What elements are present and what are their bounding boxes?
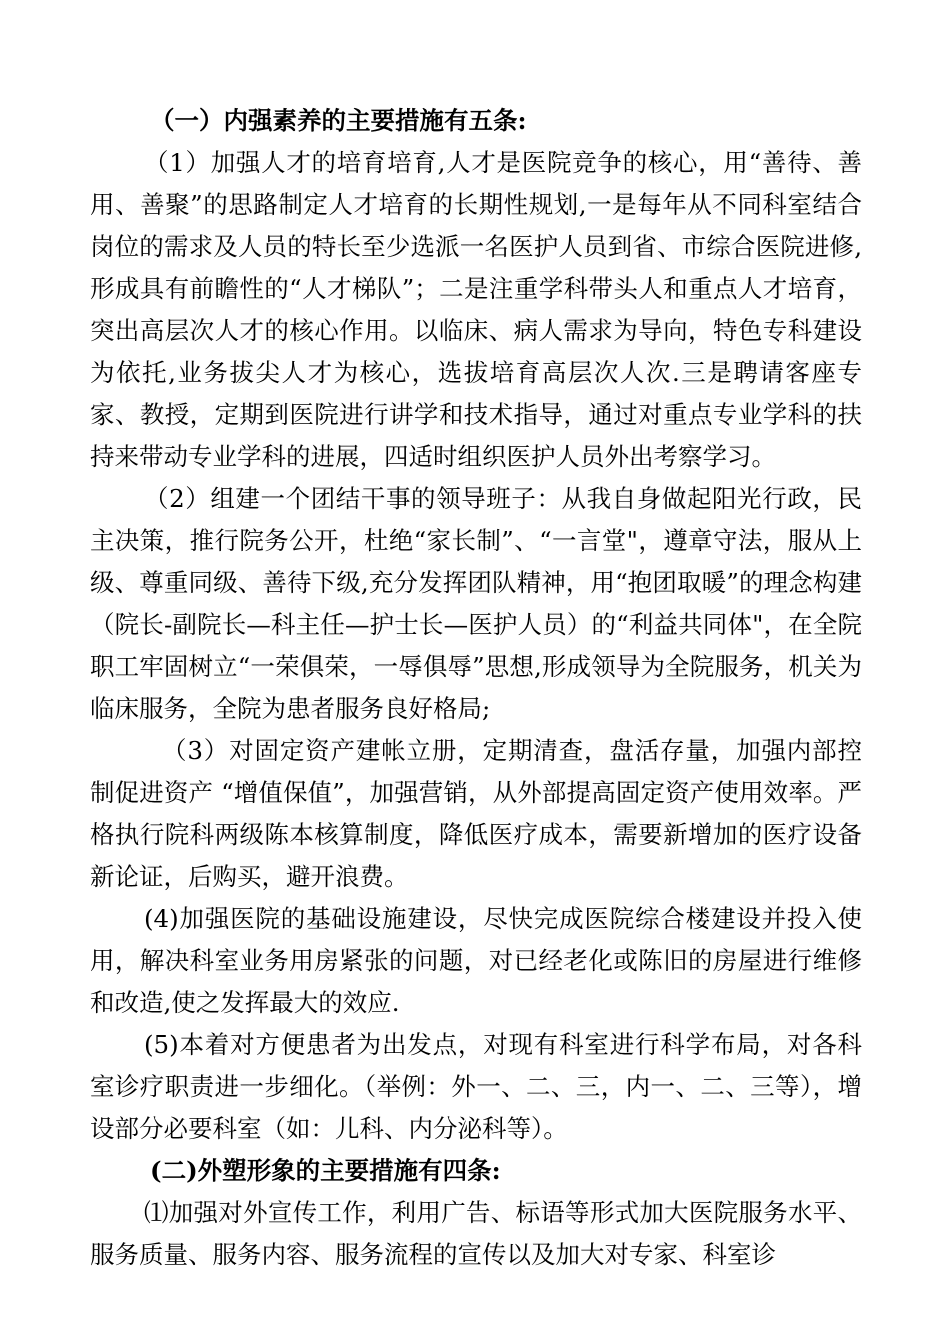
section-2-paragraph-1: ⑴加强对外宣传工作，利用广告、标语等形式加大医院服务水平、服务质量、服务内容、服务流程的宣传以及加大对专家、科室诊 bbox=[90, 1198, 862, 1269]
section-1-paragraph-1: （1）加强人才的培育培育,人才是医院竞争的核心，用“善待、善用、善聚”的思路制定人才培育的长期性规划,一是每年从不同科室结合岗位的需求及人员的特长至少选派一名医护人员到省、市综合医院进修,形成具有前瞻性的“人才梯队”；二是注重学科带头人和重点人才培育，突出高层次人才的核心作用。以临床、病人需求为导向，特色专科建设为依托,业务拔尖人才为核心，选拔培育高层次人次.三是聘请客座专家、教授，定期到医院进行讲学和技术指导，通过对重点专业学科的扶持来带动专业学科的进展，四适时组织医护人员外出考察学习。 bbox=[90, 148, 862, 471]
section-1-heading: （一）内强素养的主要措施有五条: bbox=[150, 106, 527, 135]
document-page bbox=[90, 100, 862, 1276]
section-1-paragraph-5: (5)本着对方便患者为出发点，对现有科室进行科学布局，对各科室诊疗职责进一步细化。（举例：外一、二、三，内一、二、三等），增设部分必要科室（如：儿科、内分泌科等）。 bbox=[90, 1030, 862, 1143]
section-1-paragraph-2: （2）组建一个团结干事的领导班子：从我自身做起阳光行政，民主决策，推行院务公开，杜绝“家长制”、“一言堂"，遵章守法，服从上级、尊重同级、善待下级,充分发挥团队精神，用“抱团取暖”的理念构建（院长-副院长—科主任—护士长—医护人员）的“利益共同体"，在全院职工牢固树立“一荣俱荣，一辱俱辱”思想,形成领导为全院服务，机关为临床服务，全院为患者服务良好格局; bbox=[90, 484, 862, 723]
section-1-paragraph-4: (4)加强医院的基础设施建设，尽快完成医院综合楼建设并投入使用，解决科室业务用房紧张的问题，对已经老化或陈旧的房屋进行维修和改造,使之发挥最大的效应. bbox=[90, 904, 862, 1017]
section-1-paragraph-3: （3）对固定资产建帐立册，定期清查，盘活存量，加强内部控制促进资产 “增值保值”，加强营销，从外部提高固定资产使用效率。严格执行院科两级陈本核算制度，降低医疗成本，需要新增加的医疗设备新论证，后购买，避开浪费。 bbox=[90, 736, 862, 891]
section-2-heading: (二)外塑形象的主要措施有四条: bbox=[150, 1156, 501, 1185]
